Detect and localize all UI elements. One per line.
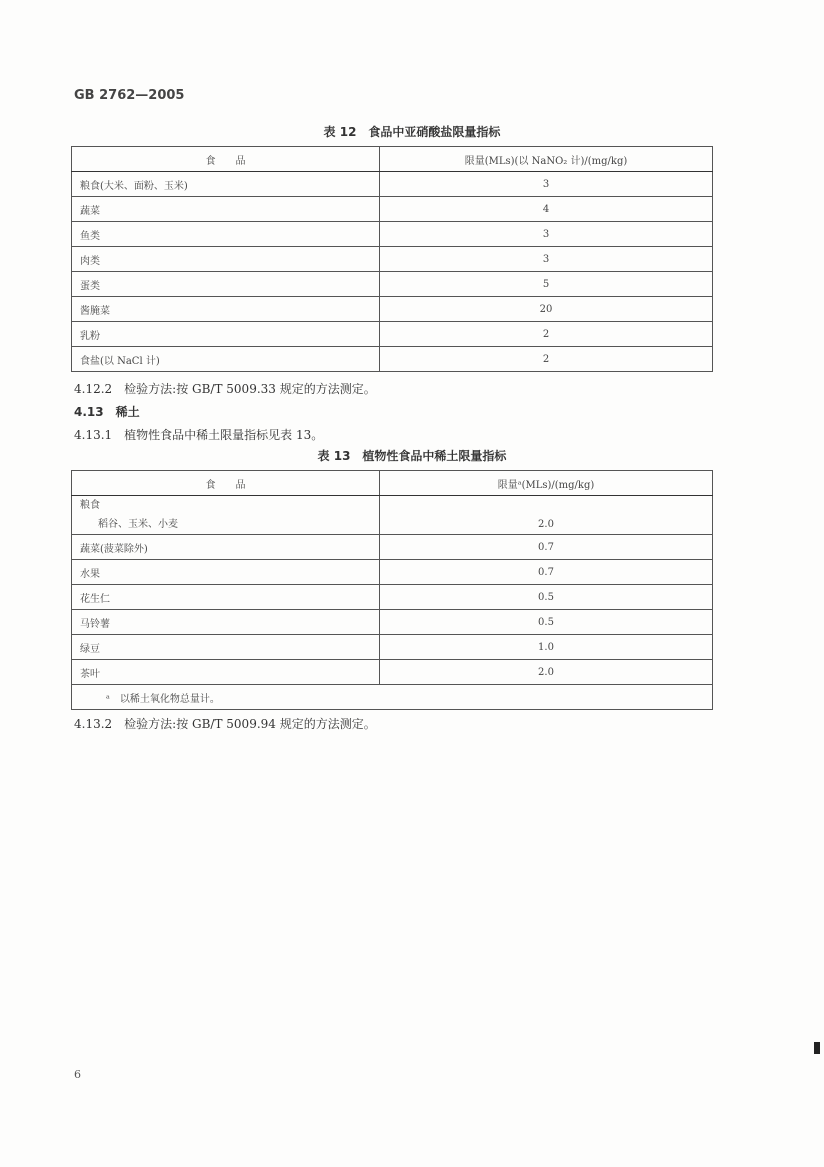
food-cell: 乳粉 <box>72 322 380 347</box>
food-cell: 肉类 <box>72 247 380 272</box>
footnote-row <box>72 685 713 710</box>
limit-cell: 20 <box>380 297 713 322</box>
food-cell: 马铃薯 <box>72 610 380 635</box>
clause-4-13-heading: 4.13 稀土 <box>74 405 140 419</box>
clause-4-13-2: 4.13.2 检验方法:按 GB/T 5009.94 规定的方法测定。 <box>74 717 376 731</box>
food-cell: 水果 <box>72 560 380 585</box>
table-row <box>72 197 713 222</box>
header-food: 食 品 <box>72 147 380 172</box>
limit-cell: 2 <box>380 347 713 372</box>
standard-number: GB 2762—2005 <box>74 88 185 103</box>
table13-caption: 表 13 植物性食品中稀土限量指标 <box>317 449 507 463</box>
page-number: 6 <box>74 1068 81 1081</box>
table-row <box>72 610 713 635</box>
header-limit: 限量(MLs)(以 NaNO₂ 计)/(mg/kg) <box>380 147 713 172</box>
food-cell: 花生仁 <box>72 585 380 610</box>
food-cell: 粮食(大米、面粉、玉米) <box>72 172 380 197</box>
limit-cell: 3 <box>380 222 713 247</box>
table-13 <box>71 470 713 710</box>
limit-cell: 0.7 <box>380 560 713 585</box>
table-row <box>72 297 713 322</box>
table-header <box>72 147 713 172</box>
food-cell: 蔬菜(菠菜除外) <box>72 535 380 560</box>
limit-cell: 1.0 <box>380 635 713 660</box>
subitem-label: 稻谷、玉米、小麦 <box>98 519 178 530</box>
table-row <box>72 635 713 660</box>
table-header <box>72 471 713 496</box>
limit-cell: 0.7 <box>380 535 713 560</box>
table12-caption: 表 12 食品中亚硝酸盐限量指标 <box>323 125 501 139</box>
table-row <box>72 585 713 610</box>
food-cell: 鱼类 <box>72 222 380 247</box>
clause-4-12-2: 4.12.2 检验方法:按 GB/T 5009.33 规定的方法测定。 <box>74 382 376 396</box>
limit-cell: 0.5 <box>380 585 713 610</box>
limit-cell: 2.0 <box>380 496 713 535</box>
limit-cell: 2.0 <box>380 660 713 685</box>
limit-cell: 5 <box>380 272 713 297</box>
limit-cell: 2 <box>380 322 713 347</box>
clause-4-13-1: 4.13.1 植物性食品中稀土限量指标见表 13。 <box>74 428 324 442</box>
food-cell: 绿豆 <box>72 635 380 660</box>
table-row <box>72 222 713 247</box>
table-row <box>72 247 713 272</box>
table-row <box>72 322 713 347</box>
table-row <box>72 560 713 585</box>
header-limit: 限量ᵃ(MLs)/(mg/kg) <box>380 471 713 496</box>
table-12 <box>71 146 713 372</box>
group-label: 粮食 <box>80 500 100 511</box>
table-footnote: ᵃ 以稀土氧化物总量计。 <box>72 685 713 710</box>
scan-mark <box>814 1042 820 1054</box>
table-row <box>72 172 713 197</box>
table-row <box>72 535 713 560</box>
table-row <box>72 347 713 372</box>
limit-cell: 3 <box>380 172 713 197</box>
table-row <box>72 496 713 535</box>
table-row <box>72 272 713 297</box>
limit-cell: 3 <box>380 247 713 272</box>
food-cell <box>72 496 380 535</box>
food-cell: 蛋类 <box>72 272 380 297</box>
limit-cell: 0.5 <box>380 610 713 635</box>
header-food: 食 品 <box>72 471 380 496</box>
food-cell: 蔬菜 <box>72 197 380 222</box>
food-cell: 茶叶 <box>72 660 380 685</box>
table-row <box>72 660 713 685</box>
food-cell: 酱腌菜 <box>72 297 380 322</box>
food-cell: 食盐(以 NaCl 计) <box>72 347 380 372</box>
limit-cell: 4 <box>380 197 713 222</box>
